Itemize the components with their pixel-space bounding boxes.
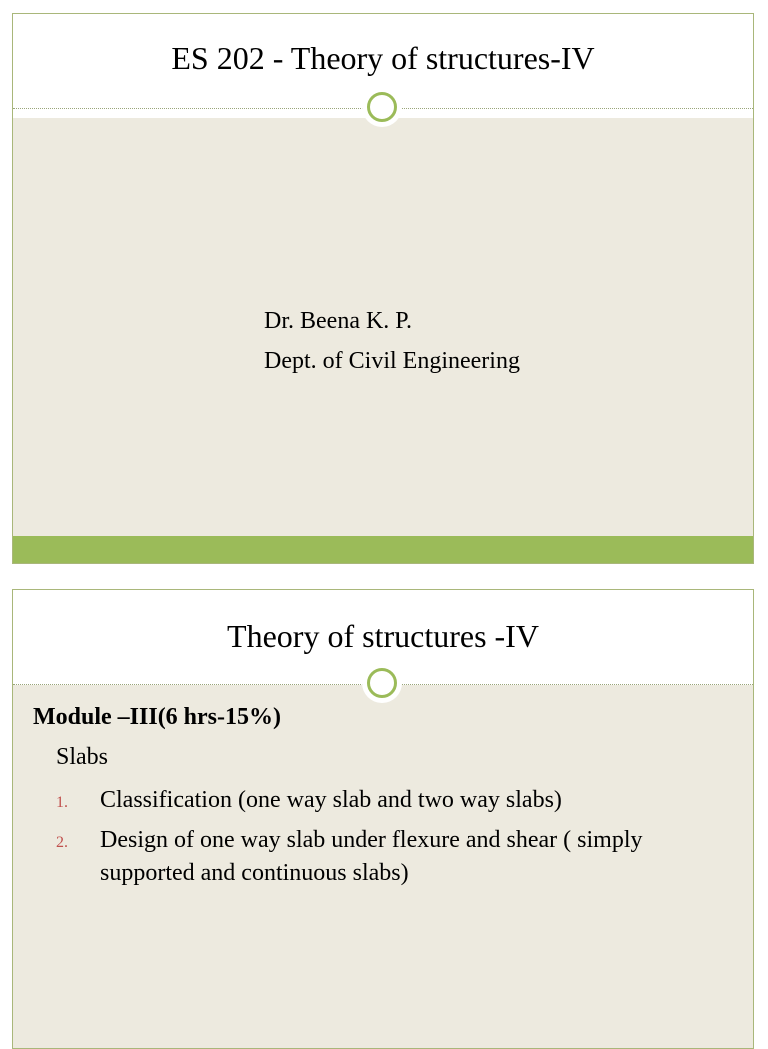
slide-title: ES 202 - Theory of structures-IV <box>171 40 595 76</box>
module-heading: Module –III(6 hrs-15%) <box>33 704 282 730</box>
department-name: Dept. of Civil Engineering <box>264 348 520 374</box>
list-number: 2. <box>56 834 68 851</box>
list-item-text: Design of one way slab under flexure and shear ( simply supported and continuous slabs) <box>100 827 643 886</box>
topic-heading: Slabs <box>56 744 109 770</box>
topic-list <box>56 784 736 897</box>
footer-bar <box>13 536 753 563</box>
author-block <box>264 301 520 381</box>
content-slide <box>12 589 754 1049</box>
slide-title: Theory of structures -IV <box>227 618 539 654</box>
list-item <box>56 784 736 817</box>
list-item-text: Classification (one way slab and two way slabs) <box>100 787 562 813</box>
list-item <box>56 824 736 890</box>
author-name: Dr. Beena K. P. <box>264 308 412 334</box>
title-slide <box>12 13 754 564</box>
list-number: 1. <box>56 794 68 811</box>
circle-ornament-icon <box>362 87 402 127</box>
circle-ornament-icon <box>362 663 402 703</box>
